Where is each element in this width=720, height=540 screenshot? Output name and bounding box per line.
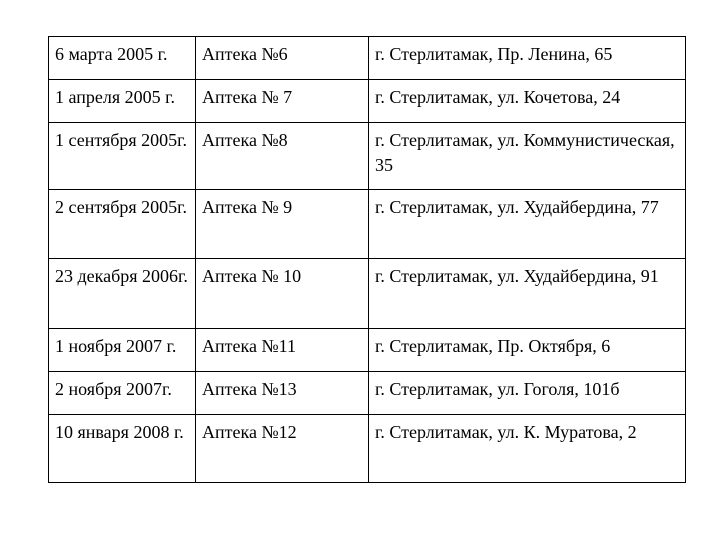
opening-date-cell: 2 ноября 2007г.: [49, 372, 196, 415]
table-row: [49, 190, 686, 259]
opening-date-cell: 23 декабря 2006г.: [49, 259, 196, 329]
opening-date-cell: 10 января 2008 г.: [49, 415, 196, 483]
opening-date-cell: 1 сентября 2005г.: [49, 123, 196, 190]
opening-date-cell: 6 марта 2005 г.: [49, 37, 196, 80]
table-row: [49, 372, 686, 415]
address-cell: г. Стерлитамак, Пр. Октября, 6: [369, 329, 686, 372]
pharmacy-name-cell: Аптека № 9: [196, 190, 369, 259]
pharmacy-name-cell: Аптека №13: [196, 372, 369, 415]
opening-date-cell: 1 ноября 2007 г.: [49, 329, 196, 372]
table-row: [49, 80, 686, 123]
opening-date-cell: 2 сентября 2005г.: [49, 190, 196, 259]
opening-date-cell: 1 апреля 2005 г.: [49, 80, 196, 123]
address-cell: г. Стерлитамак, ул. Коммунистическая, 35: [369, 123, 686, 190]
table-row: [49, 123, 686, 190]
address-cell: г. Стерлитамак, ул. К. Муратова, 2: [369, 415, 686, 483]
address-cell: г. Стерлитамак, Пр. Ленина, 65: [369, 37, 686, 80]
pharmacy-name-cell: Аптека №6: [196, 37, 369, 80]
pharmacy-name-cell: Аптека №11: [196, 329, 369, 372]
address-cell: г. Стерлитамак, ул. Кочетова, 24: [369, 80, 686, 123]
pharmacy-name-cell: Аптека №8: [196, 123, 369, 190]
address-cell: г. Стерлитамак, ул. Худайбердина, 91: [369, 259, 686, 329]
table-row: [49, 37, 686, 80]
address-cell: г. Стерлитамак, ул. Худайбердина, 77: [369, 190, 686, 259]
pharmacy-name-cell: Аптека №12: [196, 415, 369, 483]
table-row: [49, 329, 686, 372]
address-cell: г. Стерлитамак, ул. Гоголя, 101б: [369, 372, 686, 415]
table-row: [49, 415, 686, 483]
pharmacy-table: [48, 36, 686, 483]
table-row: [49, 259, 686, 329]
pharmacy-name-cell: Аптека № 10: [196, 259, 369, 329]
pharmacy-name-cell: Аптека № 7: [196, 80, 369, 123]
